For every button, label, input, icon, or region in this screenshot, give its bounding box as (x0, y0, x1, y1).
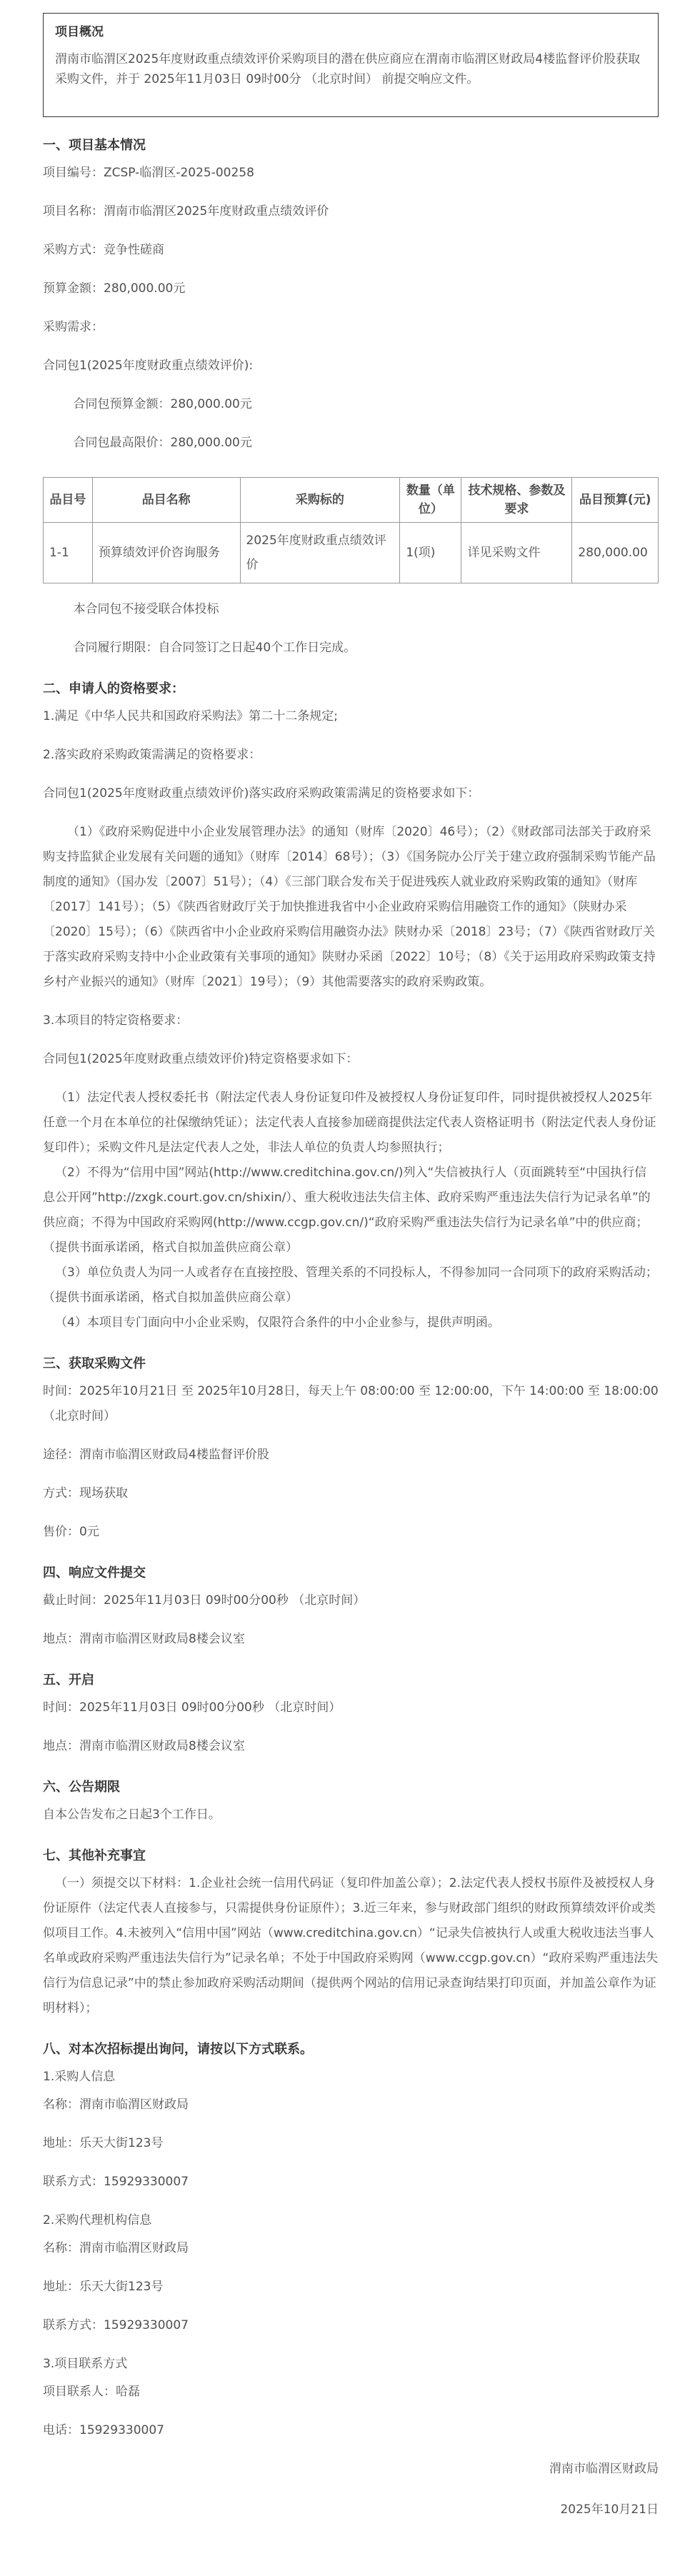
field-value: 渭南市临渭区财政局8楼会议室 (79, 1632, 245, 1646)
cell-tech-specs: 详见采购文件 (461, 523, 572, 583)
field-label: 名称： (43, 2098, 79, 2112)
field-label: 时间： (43, 1384, 79, 1398)
field-label: 项目编号： (43, 166, 104, 180)
field-value: 渭南市临渭区财政局 (79, 2241, 189, 2255)
field-value: 280,000.00元 (104, 281, 186, 296)
field-label: 联系方式： (43, 2175, 104, 2189)
supplementary-matters-text: （一）须提交以下材料：1.企业社会统一信用代码证（复印件加盖公章）；2.法定代表人授权书原件及被授权人身份证原件（法定代表人直接参与，只需提供身份证原件）；3.近三年来，参与财政部门组织的财政预算绩效评价或类似项目工作。4.未被列入“信用中国”网站（www.creditchina.gov.cn）“记录失信被执行人或重大税收违法当事人名单或政府采购严重违法失信行为”记录名单；不处于中国政府采购网（www.ccgp.gov.cn）“政府采购严重违法失信行为信息记录”中的禁止参加政府采购活动期间（提供两个网站的信用记录查询结果打印页面，并加盖公章作为证明材料）； (43, 1876, 659, 2015)
announcement-period-text: 自本公告发布之日起3个工作日。 (43, 1808, 221, 1822)
column-header-quantity-unit: 数量（单位） (400, 478, 461, 523)
field-value: 15929330007 (104, 2175, 189, 2189)
demand-label: 采购需求： (43, 320, 104, 334)
field-value: 2025年11月03日 09时00分00秒 （北京时间） (79, 1700, 341, 1715)
field-value: 渭南市临渭区财政局8楼会议室 (79, 1739, 245, 1753)
field-label: 名称： (43, 2241, 79, 2255)
specific-requirements-block (43, 1086, 659, 1335)
qualification-package-intro: 合同包1(2025年度财政重点绩效评价)落实政府采购政策需满足的资格要求如下： (43, 786, 480, 801)
table-row (44, 523, 659, 583)
field-package-price-cap (43, 431, 659, 456)
policy-requirements-paragraph: （1）《政府采购促进中小企业发展管理办法》的通知（财库〔2020〕46号）；（2）《财政部司法部关于政府采购支持监狱企业发展有关问题的通知》（财库〔2014〕68号）；（3）《国务院办公厅关于建立政府强制采购节能产品制度的通知》（国办发〔2007〕51号）；（4）《三部门联合发布关于促进残疾人就业政府采购政策的通知》（财库〔2017〕141号）；（5）《陕西省财政厅关于加快推进我省中小企业政府采购信用融资工作的通知》（陕财办采〔2020〕15号）；（6）《陕西省中小企业政府采购信用融资办法》陕财办采〔2018〕23号；（7）《陕西省财政厅关于落实政府采购支持中小企业政策有关事项的通知》陕财办采函〔2022〕10号；（8）《关于运用政府采购政策支持乡村产业振兴的通知》（财库〔2021〕19号）；（9）其他需要落实的政府采购政策。 (43, 825, 656, 989)
package-title: 合同包1(2025年度财政重点绩效评价): (43, 359, 254, 373)
column-header-tech-specs: 技术规格、参数及要求 (461, 478, 572, 523)
cell-item-no: 1-1 (44, 523, 93, 583)
project-overview-box (43, 13, 659, 117)
field-value: 竞争性磋商 (104, 243, 164, 257)
specific-requirement-4: （4）本项目专门面向中小企业采购，仅限符合条件的中小企业参与，提供声明函。 (55, 1315, 500, 1330)
field-label: 截止时间： (43, 1593, 104, 1608)
field-value: 0元 (79, 1525, 99, 1539)
field-label: 合同包预算金额： (73, 397, 171, 411)
qualification-item-2: 2.落实政府采购政策需满足的资格要求： (43, 748, 261, 762)
field-label: 电话： (43, 2423, 79, 2437)
field-budget-amount (43, 276, 659, 301)
field-label: 合同包最高限价： (73, 436, 171, 450)
project-contact-title: 3.项目联系方式 (43, 2357, 128, 2371)
specific-requirement-2: （2）不得为“信用中国”网站(http://www.creditchina.gov.cn/)列入“失信被执行人（页面跳转至“中国执行信息公开网”http://zxgk.court.gov.cn/shixin/）、重大税收违法失信主体、政府采购严重违法失信行为记录名单”的供应商；不得为中国政府采购网(http://www.ccgp.gov.cn/)“政府采购严重违法失信行为记录名单”中的供应商；（提供书面承诺函，格式自拟加盖供应商公章） (43, 1166, 651, 1255)
buyer-info-title: 1.采购人信息 (43, 2070, 116, 2084)
field-label: 地点： (43, 1739, 79, 1753)
cell-item-name: 预算绩效评价咨询服务 (92, 523, 240, 583)
qualification-item-1: 1.满足《中华人民共和国政府采购法》第二十二条规定; (43, 709, 338, 723)
field-value: 280,000.00元 (170, 436, 252, 450)
field-label: 地址： (43, 2280, 79, 2294)
specific-requirement-3: （3）单位负责人为同一人或者存在直接控股、管理关系的不同投标人，不得参加同一合同项下的政府采购活动；（提供书面承诺函，格式自拟加盖供应商公章） (43, 1266, 658, 1305)
field-value: 渭南市临渭区财政局4楼监督评价股 (79, 1448, 269, 1462)
field-value: 2025年10月21日 至 2025年10月28日，每天上午 08:00:00 至 12:00:00，下午 14:00:00 至 18:00:00 （北京时间） (43, 1384, 659, 1423)
column-header-item-budget: 品目预算(元) (572, 478, 659, 523)
column-header-procurement-target: 采购标的 (240, 478, 400, 523)
section7-heading: 七、其他补充事宜 (43, 1848, 146, 1863)
signature-organization: 渭南市临渭区财政局 (549, 2462, 659, 2476)
column-header-item-no: 品目号 (44, 478, 93, 523)
signature-date: 2025年10月21日 (560, 2502, 659, 2517)
field-procurement-method (43, 238, 659, 263)
field-label: 途径： (43, 1448, 79, 1462)
field-value: 15929330007 (104, 2318, 189, 2332)
cell-procurement-target: 2025年度财政重点绩效评价 (240, 523, 400, 583)
field-value: 渭南市临渭区财政局 (79, 2098, 189, 2112)
column-header-item-name: 品目名称 (92, 478, 240, 523)
field-submission-place (43, 1627, 659, 1652)
field-label: 地点： (43, 1632, 79, 1646)
field-project-contact-phone (43, 2418, 659, 2443)
field-buyer-contact (43, 2170, 659, 2195)
field-label: 售价： (43, 1525, 79, 1539)
field-label: 方式： (43, 1486, 79, 1500)
specific-requirement-1: （1）法定代表人授权委托书（附法定代表人身份证复印件及被授权人身份证复印件，同时提供被授权人2025年任意一个月在本单位的社保缴纳凭证）；法定代表人直接参加磋商提供法定代表人资格证明书（附法定代表人身份证复印件）；采购文件凡是法定代表人之处，非法人单位的负责人均参照执行； (43, 1091, 656, 1155)
section8-heading: 八、对本次招标提出询问，请按以下方式联系。 (43, 2042, 313, 2057)
section3-heading: 三、获取采购文件 (43, 1356, 146, 1371)
field-value: 乐天大街123号 (79, 2136, 164, 2150)
overview-title: 项目概况 (55, 25, 104, 39)
field-project-name (43, 199, 659, 224)
section2-heading: 二、申请人的资格要求： (43, 681, 184, 696)
procurement-items-table (43, 477, 659, 583)
field-agency-address (43, 2275, 659, 2300)
cell-item-budget: 280,000.00 (572, 523, 659, 583)
field-submission-deadline (43, 1588, 659, 1613)
field-value: ZCSP-临渭区-2025-00258 (104, 166, 254, 180)
section1-heading: 一、项目基本情况 (43, 138, 146, 153)
field-doc-time (43, 1379, 659, 1429)
field-opening-place (43, 1734, 659, 1759)
field-label: 项目名称： (43, 204, 104, 219)
field-opening-time (43, 1695, 659, 1720)
field-agency-contact (43, 2313, 659, 2338)
field-project-number (43, 161, 659, 186)
field-doc-method (43, 1481, 659, 1506)
field-package-budget (43, 392, 659, 417)
section4-heading: 四、响应文件提交 (43, 1565, 146, 1580)
field-doc-channel (43, 1443, 659, 1468)
field-buyer-address (43, 2131, 659, 2156)
field-label: 联系方式： (43, 2318, 104, 2332)
field-value: 哈磊 (116, 2385, 140, 2399)
field-value: 280,000.00元 (170, 397, 252, 411)
note-performance-period: 合同履行期限：自合同签订之日起40个工作日完成。 (73, 641, 356, 655)
field-value: 15929330007 (79, 2423, 164, 2437)
field-value: 乐天大街123号 (79, 2280, 164, 2294)
section6-heading: 六、公告期限 (43, 1780, 120, 1795)
cell-quantity-unit: 1(项) (400, 523, 461, 583)
field-label: 时间： (43, 1700, 79, 1715)
field-label: 采购方式： (43, 243, 104, 257)
field-value: 2025年11月03日 09时00分00秒 （北京时间） (104, 1593, 366, 1608)
field-value: 渭南市临渭区2025年度财政重点绩效评价 (104, 204, 329, 219)
field-value: 现场获取 (79, 1486, 128, 1500)
field-label: 地址： (43, 2136, 79, 2150)
field-buyer-name (43, 2093, 659, 2118)
field-project-contact-person (43, 2380, 659, 2405)
agency-info-title: 2.采购代理机构信息 (43, 2213, 152, 2227)
field-label: 预算金额： (43, 281, 104, 296)
qualification-item-3: 3.本项目的特定资格要求： (43, 1013, 189, 1028)
overview-text: 渭南市临渭区2025年度财政重点绩效评价采购项目的潜在供应商应在渭南市临渭区财政局4楼监督评价股获取采购文件，并于 2025年11月03日 09时00分 （北京时间） 前提交响应文件。 (55, 52, 641, 86)
note-no-consortium: 本合同包不接受联合体投标 (73, 602, 219, 616)
field-label: 项目联系人： (43, 2385, 116, 2399)
section5-heading: 五、开启 (43, 1673, 94, 1688)
field-doc-price (43, 1520, 659, 1545)
field-agency-name (43, 2236, 659, 2261)
specific-requirements-intro: 合同包1(2025年度财政重点绩效评价)特定资格要求如下： (43, 1052, 359, 1066)
table-header-row (44, 478, 659, 523)
